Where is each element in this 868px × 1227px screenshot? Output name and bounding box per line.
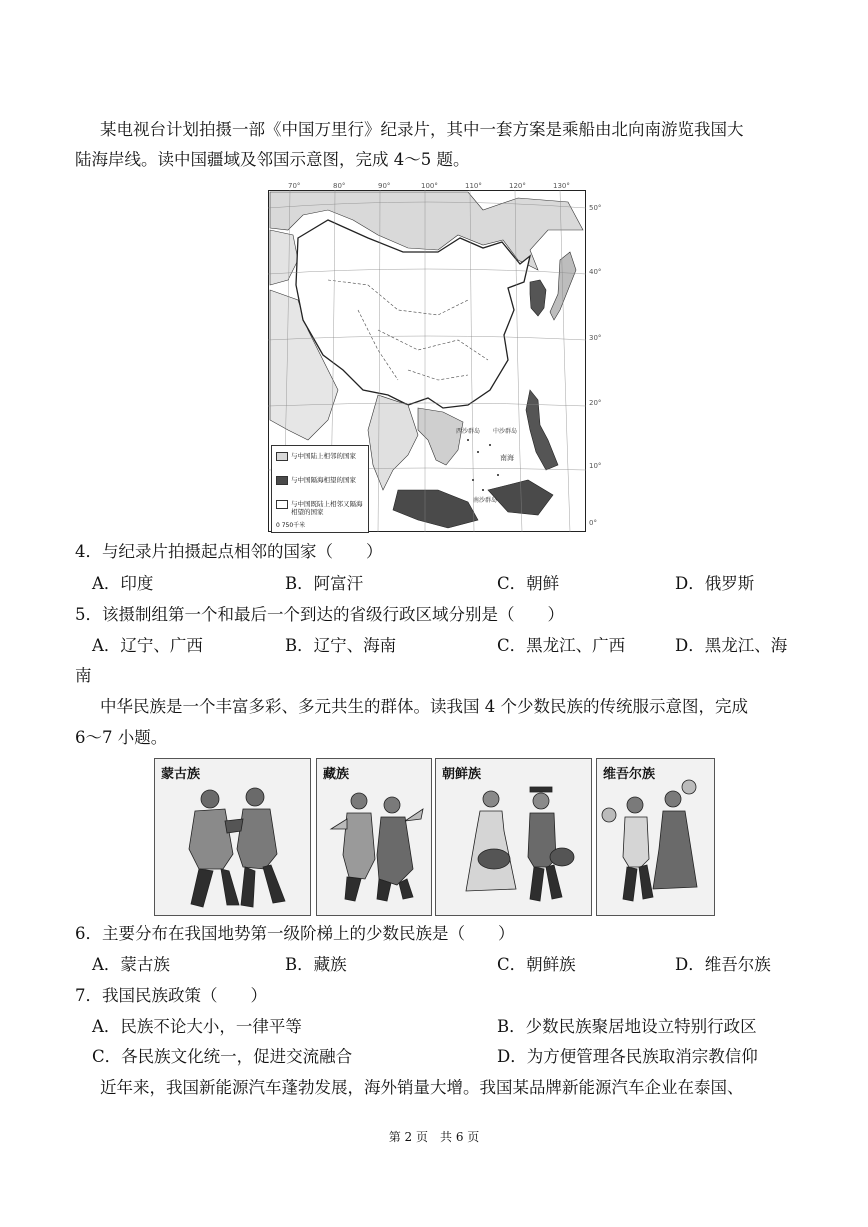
tibetan-dancers-illustration bbox=[317, 759, 431, 915]
legend-label: 与中国隔海相望的国家 bbox=[291, 476, 356, 484]
answer-option[interactable]: C．朝鲜族 bbox=[497, 955, 576, 974]
panel-label: 朝鲜族 bbox=[442, 767, 482, 782]
latitude-label: 40° bbox=[589, 268, 602, 276]
page-footer: 第 2 页 共 6 页 bbox=[388, 1130, 480, 1144]
answer-option[interactable]: A．蒙古族 bbox=[92, 955, 170, 974]
answer-option[interactable]: B．阿富汗 bbox=[285, 574, 364, 593]
panel-label: 藏族 bbox=[323, 767, 350, 782]
question-stem: 5．该摄制组第一个和最后一个到达的省级行政区域分别是（ ） bbox=[75, 605, 564, 624]
panel-label: 维吾尔族 bbox=[603, 767, 656, 782]
uyghur-dancers-illustration bbox=[597, 759, 714, 915]
longitude-label: 130° bbox=[553, 182, 570, 190]
island-label: 中沙群岛 bbox=[493, 428, 518, 435]
latitude-label: 30° bbox=[589, 334, 602, 342]
island-label: 西沙群岛 bbox=[456, 428, 481, 435]
longitude-label: 100° bbox=[421, 182, 438, 190]
intro-paragraph-line: 某电视台计划拍摄一部《中国万里行》纪录片，其中一套方案是乘船由北向南游览我国大 bbox=[100, 120, 744, 139]
answer-option[interactable]: C．朝鲜 bbox=[497, 574, 560, 593]
legend-label: 与中国陆上相邻的国家 bbox=[291, 452, 356, 460]
ethnic-panel-tibetan bbox=[316, 758, 432, 916]
answer-option[interactable]: A．印度 bbox=[92, 574, 154, 593]
intro-paragraph-line: 近年来，我国新能源汽车蓬勃发展，海外销量大增。我国某品牌新能源汽车企业在泰国、 bbox=[100, 1078, 744, 1097]
answer-option[interactable]: C．各民族文化统一，促进交流融合 bbox=[92, 1047, 353, 1066]
ethnic-panel-uyghur bbox=[596, 758, 715, 916]
mongol-dancers-illustration bbox=[155, 759, 310, 915]
answer-option[interactable]: A．辽宁、广西 bbox=[92, 636, 203, 655]
answer-option[interactable]: C．黑龙江、广西 bbox=[497, 636, 626, 655]
latitude-label: 50° bbox=[589, 204, 602, 212]
map-legend bbox=[271, 445, 369, 533]
intro-paragraph-line: 6～7 小题。 bbox=[75, 728, 168, 747]
option-wrap-text: 南 bbox=[75, 666, 92, 685]
answer-option[interactable]: D．为方便管理各民族取消宗教信仰 bbox=[497, 1047, 758, 1066]
legend-item bbox=[276, 452, 366, 461]
longitude-label: 120° bbox=[509, 182, 526, 190]
latitude-label: 0° bbox=[589, 519, 597, 527]
longitude-label: 80° bbox=[333, 182, 346, 190]
legend-label: 与中国既陆上相邻又隔海相望的国家 bbox=[291, 500, 363, 516]
legend-swatch bbox=[276, 500, 288, 509]
question-stem: 7．我国民族政策（ ） bbox=[75, 986, 267, 1005]
answer-option[interactable]: D．维吾尔族 bbox=[675, 955, 771, 974]
answer-option[interactable]: B．少数民族聚居地设立特别行政区 bbox=[497, 1017, 757, 1036]
sea-label: 南海 bbox=[500, 454, 514, 462]
answer-option[interactable]: D．黑龙江、海 bbox=[675, 636, 788, 655]
latitude-label: 20° bbox=[589, 399, 602, 407]
island-label: 南沙群岛 bbox=[473, 497, 498, 504]
answer-option[interactable]: A．民族不论大小，一律平等 bbox=[92, 1017, 302, 1036]
panel-label: 蒙古族 bbox=[161, 767, 201, 782]
legend-item bbox=[276, 500, 366, 516]
answer-option[interactable]: B．辽宁、海南 bbox=[285, 636, 397, 655]
answer-option[interactable]: B．藏族 bbox=[285, 955, 347, 974]
longitude-label: 110° bbox=[465, 182, 482, 190]
question-stem: 4．与纪录片拍摄起点相邻的国家（ ） bbox=[75, 542, 383, 561]
intro-paragraph-line: 陆海岸线。读中国疆域及邻国示意图，完成 4～5 题。 bbox=[75, 150, 470, 169]
ethnic-panel-korean bbox=[435, 758, 592, 916]
latitude-label: 10° bbox=[589, 462, 602, 470]
intro-paragraph-line: 中华民族是一个丰富多彩、多元共生的群体。读我国 4 个少数民族的传统服示意图，完成 bbox=[100, 697, 748, 716]
korean-dancers-illustration bbox=[436, 759, 591, 915]
legend-swatch bbox=[276, 476, 288, 485]
answer-option[interactable]: D．俄罗斯 bbox=[675, 574, 755, 593]
map-scale: 0 750千米 bbox=[276, 522, 306, 529]
longitude-label: 90° bbox=[378, 182, 391, 190]
longitude-label: 70° bbox=[288, 182, 301, 190]
legend-item bbox=[276, 476, 366, 485]
question-stem: 6．主要分布在我国地势第一级阶梯上的少数民族是（ ） bbox=[75, 924, 515, 943]
legend-swatch bbox=[276, 452, 288, 461]
ethnic-panel-mongol bbox=[154, 758, 311, 916]
